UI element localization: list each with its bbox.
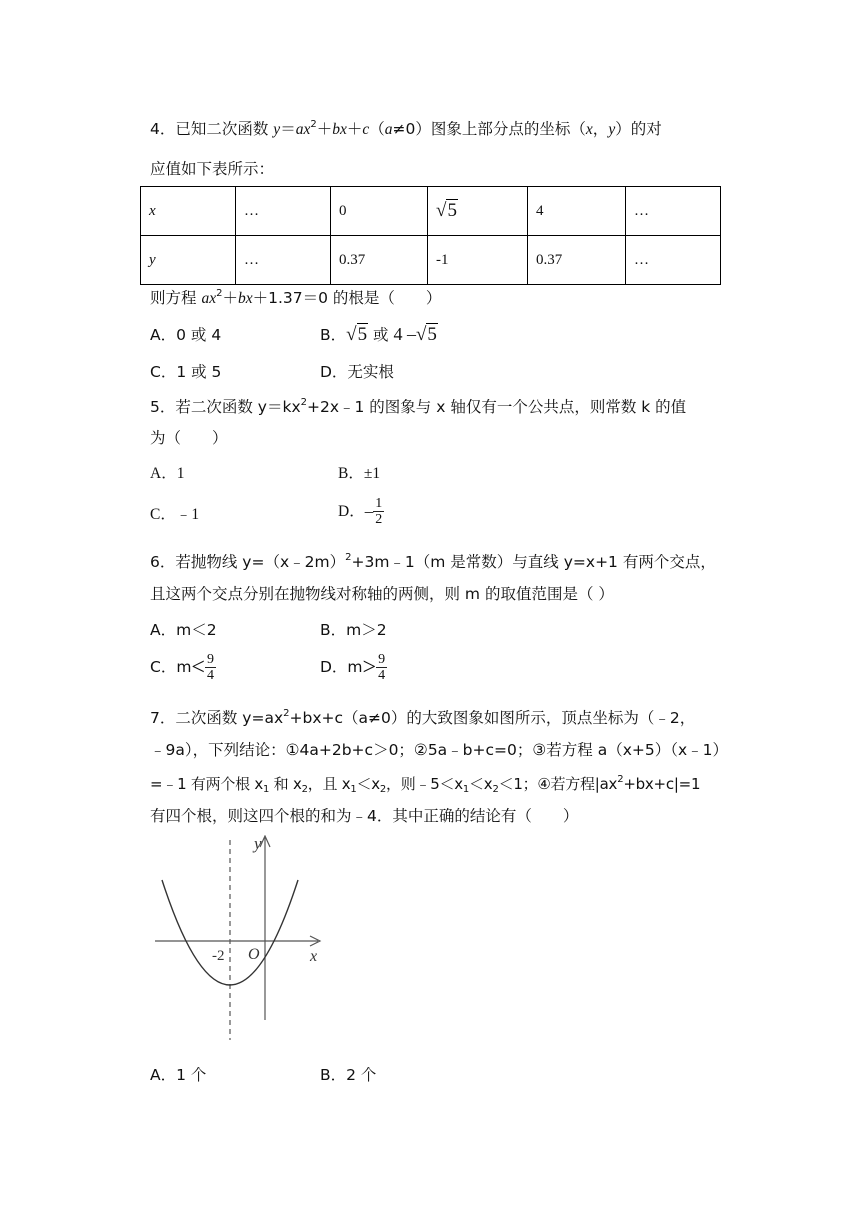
sub: 1 <box>462 784 470 795</box>
sub: 1 <box>350 784 357 795</box>
q7-t8: +bx+c|=1 <box>623 775 701 793</box>
opt-or: 或 <box>373 326 389 344</box>
sqrt-five: √5 <box>415 324 437 345</box>
table-cell: 0.37 <box>528 236 626 285</box>
fraction <box>205 652 216 683</box>
sqrt-five: √5 <box>346 324 368 345</box>
q4-option-d[interactable]: D．无实根 <box>320 363 394 381</box>
sub: 2 <box>301 784 308 795</box>
x-axis-label: x <box>310 948 318 965</box>
sub: 2 <box>379 784 386 795</box>
q7-t5: ，则﹣5＜x <box>386 775 463 793</box>
q4-option-b[interactable] <box>320 322 438 347</box>
minus-sign: – <box>364 501 374 521</box>
table-row <box>141 236 721 285</box>
q5-line1 <box>150 395 686 419</box>
opt-label: D．m <box>320 658 363 676</box>
q4-plus1: ＋ <box>316 120 333 138</box>
table-cell: … <box>626 236 721 285</box>
q5-line2: 为（ ） <box>150 429 228 447</box>
frac-num: 9 <box>378 652 386 667</box>
sub: 2 <box>492 784 499 795</box>
frac-den: 2 <box>375 512 383 527</box>
q4-bx: bx <box>332 121 347 138</box>
q7-t7: ＜1；④若方程|ax <box>498 775 618 793</box>
q4-line3 <box>150 286 441 311</box>
q4-x: x <box>585 121 593 138</box>
q6-text2: +3m﹣1（m 是常数）与直线 y=x+1 有两个交点， <box>351 553 716 571</box>
table-cell <box>428 187 528 236</box>
q4-ax: ax <box>295 121 311 138</box>
q4-y: y <box>608 121 616 138</box>
sup: 2 <box>617 774 624 785</box>
sub: 1 <box>263 784 270 795</box>
q6-line2: 且这两个交点分别在抛物线对称轴的两侧，则 m 的取值范围是（ ） <box>150 585 614 603</box>
q5-option-d[interactable] <box>338 496 384 527</box>
q7-t6: ＜x <box>469 775 493 793</box>
q4-paren: （ <box>369 120 385 138</box>
lt-sign: < <box>191 654 205 681</box>
q4-var-y: y <box>273 121 281 138</box>
table-cell: 0 <box>331 187 428 236</box>
fraction <box>373 496 384 527</box>
q4-option-a[interactable]: A．0 或 4 <box>150 326 222 344</box>
sqrt-five: √5 <box>436 200 457 221</box>
q5-text2: +2x﹣1 的图象与 x 轴仅有一个公共点，则常数 k 的值 <box>307 398 687 416</box>
table-row <box>141 187 721 236</box>
table-cell: 0.37 <box>331 236 428 285</box>
q5-option-c[interactable]: C．﹣1 <box>150 506 200 523</box>
q4-bx2: bx <box>237 290 253 307</box>
q4-sup2: 2 <box>216 288 223 299</box>
q4-plus3: ＋ <box>222 289 238 307</box>
sqrt-radicand: 5 <box>357 324 368 345</box>
q7-option-b[interactable]: B．2 个 <box>320 1066 377 1084</box>
table-cell <box>141 187 236 236</box>
fraction <box>376 652 387 683</box>
sqrt-radicand: 5 <box>447 200 457 221</box>
frac-den: 4 <box>378 668 386 683</box>
frac-den: 4 <box>206 668 214 683</box>
y-axis-label: y <box>254 835 262 853</box>
q4-option-c[interactable]: C．1 或 5 <box>150 363 222 381</box>
q5-sup: 2 <box>300 397 307 408</box>
q4-line1 <box>150 117 662 142</box>
table-cell: … <box>626 187 721 236</box>
q7-line3 <box>150 772 700 796</box>
q4-comma: ， <box>592 120 609 138</box>
q4-sup: 2 <box>310 119 317 130</box>
q6-option-d[interactable] <box>320 652 387 683</box>
frac-num: 1 <box>375 496 383 511</box>
cell-text: x <box>149 202 156 219</box>
q4-c: c <box>362 121 370 138</box>
sqrt-radicand: 5 <box>427 324 437 345</box>
opt-label: D． <box>338 503 365 520</box>
q7-option-a[interactable]: A．1 个 <box>150 1066 207 1084</box>
q7-text: 7．二次函数 y=ax <box>150 709 284 727</box>
opt-label: B． <box>320 326 347 344</box>
frac-num: 9 <box>206 652 214 667</box>
q4-text5: ＋1.37＝0 的根是（ ） <box>252 289 442 307</box>
q4-a: a <box>384 121 393 138</box>
q6-option-b[interactable]: B．m＞2 <box>320 621 387 639</box>
q7-line4: 有四个根，则这四个根的和为﹣4．其中正确的结论有（ ） <box>150 807 579 825</box>
q7-text2: +bx+c（a≠0）的大致图象如图所示，顶点坐标为（﹣2， <box>289 709 696 727</box>
table-cell: … <box>236 236 331 285</box>
q4-text: 4．已知二次函数 <box>150 120 274 138</box>
q4-line2: 应值如下表所示： <box>150 160 275 178</box>
parabola-graph <box>150 835 330 1045</box>
q4-text3: ）的对 <box>615 120 662 138</box>
q7-sup: 2 <box>283 708 290 719</box>
q4-plus2: ＋ <box>346 120 363 138</box>
q4-ax2: ax <box>201 290 217 307</box>
opt-four-minus: 4 – <box>393 324 416 344</box>
q7-t2: 和 x <box>269 775 302 793</box>
q7-t1: =﹣1 有两个根 x <box>150 775 264 793</box>
gt-sign: > <box>362 654 377 681</box>
opt-label: C．m <box>150 658 192 676</box>
table-cell: -1 <box>428 236 528 285</box>
q5-option-b[interactable]: B．±1 <box>338 465 381 482</box>
q4-text2: ≠0）图象上部分点的坐标（ <box>392 120 586 138</box>
q7-t3: ，且 x <box>307 775 351 793</box>
q4-text4: 则方程 <box>150 289 202 307</box>
q6-sup: 2 <box>345 552 352 563</box>
q4-eq: ＝ <box>280 120 296 138</box>
q7-line2: ﹣9a），下列结论：①4a+2b+c＞0；②5a﹣b+c=0；③若方程 a（x+5）（x﹣1） <box>150 741 729 759</box>
q6-text: 6．若抛物线 y=（x﹣2m） <box>150 553 346 571</box>
q5-option-a[interactable]: A．1 <box>150 465 185 482</box>
q6-option-c[interactable] <box>150 652 216 683</box>
q5-text: 5．若二次函数 y＝kx <box>150 398 301 416</box>
table-cell: 4 <box>528 187 626 236</box>
origin-label: O <box>248 946 260 963</box>
neg2-label: -2 <box>212 948 225 964</box>
q7-t4: ＜x <box>356 775 380 793</box>
q4-value-table <box>140 186 721 285</box>
table-cell: … <box>236 187 331 236</box>
q7-line1 <box>150 706 695 730</box>
q6-option-a[interactable]: A．m＜2 <box>150 621 217 639</box>
table-cell <box>141 236 236 285</box>
cell-text: y <box>149 251 156 268</box>
q6-line1 <box>150 550 716 574</box>
